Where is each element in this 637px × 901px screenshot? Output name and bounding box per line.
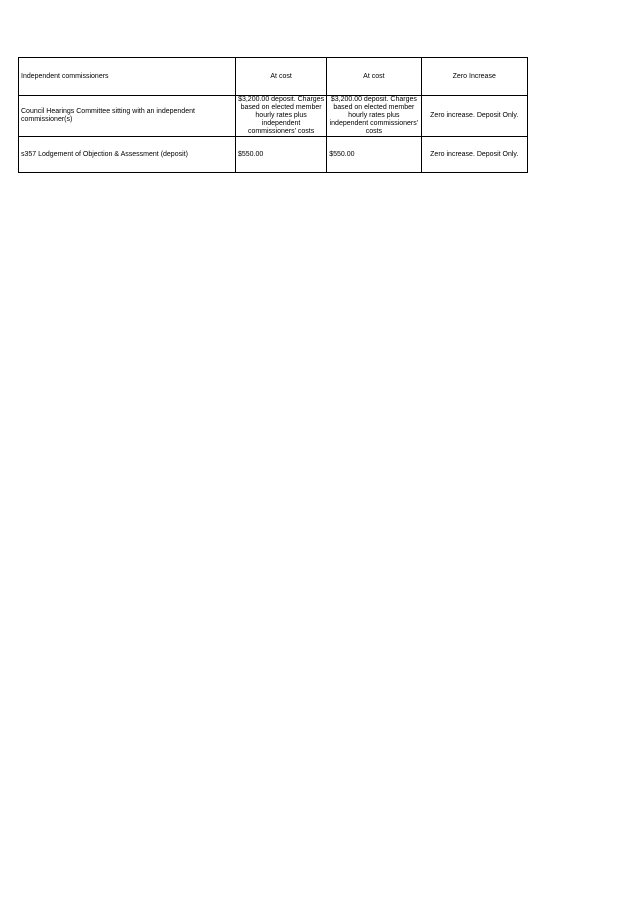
fee-column-a-cell: $550.00 — [235, 137, 326, 173]
fees-table — [18, 57, 528, 173]
fee-description-cell: Council Hearings Committee sitting with an independent commissioner(s) — [19, 96, 236, 137]
fee-column-b-cell: $3,200.00 deposit. Charges based on elected member hourly rates plus independent commissioners' costs — [327, 96, 421, 137]
table-row — [19, 58, 528, 96]
fee-description-cell: Independent commissioners — [19, 58, 236, 96]
fee-column-a-cell: At cost — [235, 58, 326, 96]
table-row — [19, 96, 528, 137]
fee-change-cell: Zero increase. Deposit Only. — [421, 137, 528, 173]
table-row — [19, 137, 528, 173]
fee-column-a-cell: $3,200.00 deposit. Charges based on elected member hourly rates plus independent commissioners' costs — [235, 96, 326, 137]
fee-change-cell: Zero Increase — [421, 58, 528, 96]
fee-column-b-cell: $550.00 — [327, 137, 421, 173]
fee-column-b-cell: At cost — [327, 58, 421, 96]
fee-description-cell: s357 Lodgement of Objection & Assessment (deposit) — [19, 137, 236, 173]
fee-change-cell: Zero increase. Deposit Only. — [421, 96, 528, 137]
